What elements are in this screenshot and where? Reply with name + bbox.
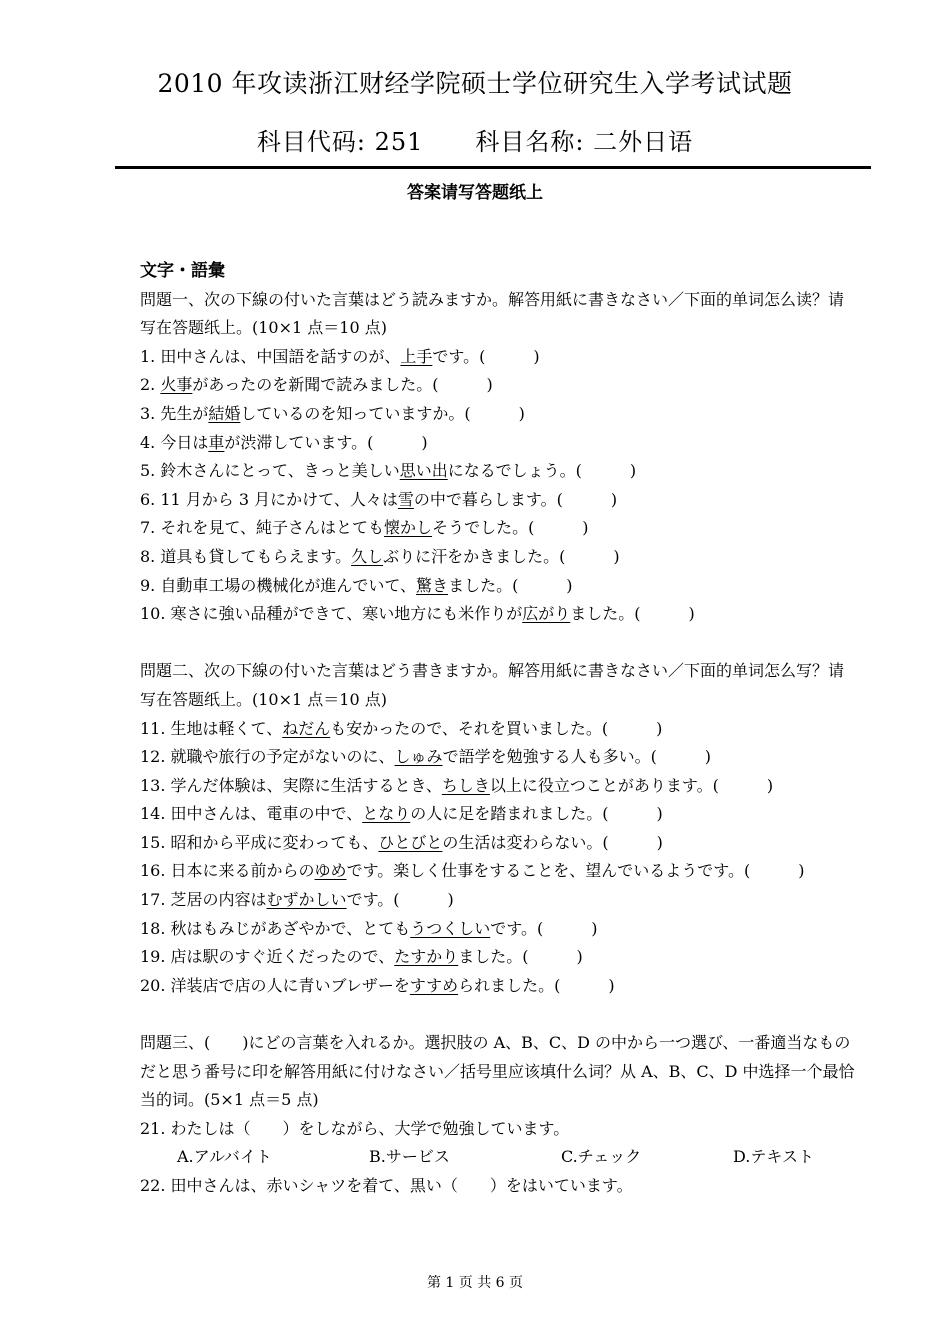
answer-note: 答案请写答题纸上 xyxy=(407,183,543,203)
question-text: 3. 先生が xyxy=(140,403,209,423)
question-text: 20. 洋装店で店の人に青いブレザーを xyxy=(140,975,410,995)
question-item xyxy=(140,400,855,429)
underlined-word: 雪 xyxy=(397,489,414,509)
part3-instruction: 問題三、( )にどの言葉を入れるか。選択肢の A、B、C、D の中から一つ選び、一番適当なものだと思う番号に印を解答用紙に付けなさい／括号里应该填什么词？从 A、B、C、D 中选择一个最恰当的词。(5×1 点＝5 点) xyxy=(140,1033,855,1110)
question-item xyxy=(140,429,855,458)
question-text-end: になるでしょう。( ) xyxy=(447,461,637,481)
question-text-end: です。( ) xyxy=(346,890,454,910)
question-text-end: の生活は変わらない。( ) xyxy=(442,832,663,852)
question-item xyxy=(140,543,855,572)
option-a: A.アルバイト xyxy=(177,1147,272,1167)
underlined-word: 驚き xyxy=(416,575,449,595)
question-text-end: しているのを知っていますか。( ) xyxy=(240,403,525,423)
underlined-word: 久し xyxy=(351,546,384,566)
subject-code: 科目代码: 251 xyxy=(256,128,424,156)
question-text: 16. 日本に来る前からの xyxy=(140,861,315,881)
question-text: 1. 田中さんは、中国語を話すのが、 xyxy=(140,346,401,366)
question-text: 2. xyxy=(140,375,161,395)
question-text-end: ました。( ) xyxy=(448,575,573,595)
question-text-end: ました。( ) xyxy=(458,947,583,967)
option-c: C.チェック xyxy=(561,1147,642,1167)
underlined-word: 上手 xyxy=(400,346,433,366)
question-text-end: も安かったので、それを買いました。( ) xyxy=(330,718,663,738)
underlined-word: うつくしい xyxy=(410,918,491,938)
question-text-end: そうでした。( ) xyxy=(432,518,589,538)
question-21-options xyxy=(140,1143,855,1172)
question-text: 12. 就職や旅行の予定がないのに、 xyxy=(140,747,395,767)
underlined-word: 火事 xyxy=(160,375,193,395)
question-text-end: の中で暮らします。( ) xyxy=(413,489,618,509)
question-text: 8. 道具も貸してもらえます。 xyxy=(140,546,352,566)
underlined-word: 広がり xyxy=(522,604,571,624)
question-item xyxy=(140,800,855,829)
question-item xyxy=(140,772,855,801)
question-text-end: が渋滞しています。( ) xyxy=(224,432,428,452)
question-item xyxy=(140,371,855,400)
question-item xyxy=(140,457,855,486)
question-item xyxy=(140,943,855,972)
underlined-word: ひとびと xyxy=(378,832,443,852)
question-item xyxy=(140,572,855,601)
question-item xyxy=(140,343,855,372)
underlined-word: すすめ xyxy=(409,975,459,995)
underlined-word: 懐かし xyxy=(384,518,433,538)
subject-line xyxy=(0,122,950,157)
underlined-word: ゆめ xyxy=(314,861,347,881)
underlined-word: たすかり xyxy=(394,947,459,967)
question-text-end: があったのを新聞で読みました。( ) xyxy=(192,375,493,395)
question-text: 18. 秋はもみじがあざやかで、とても xyxy=(140,918,411,938)
underlined-word: ちしき xyxy=(441,775,490,795)
question-text: 11. 生地は軽くて、 xyxy=(140,718,283,738)
part1-questions xyxy=(140,343,855,629)
exam-title: 2010 年攻读浙江财经学院硕士学位研究生入学考试试题 xyxy=(157,69,793,98)
option-b: B.サービス xyxy=(369,1147,450,1167)
question-item xyxy=(140,715,855,744)
underlined-word: となり xyxy=(362,804,411,824)
question-22: 22. 田中さんは、赤いシャツを着て、黒い（ ）をはいています。 xyxy=(140,1176,633,1195)
question-text-end: られました。( ) xyxy=(458,975,615,995)
underlined-word: 思い出 xyxy=(399,461,448,481)
part1-instruction: 問題一、次の下線の付いた言葉はどう読みますか。解答用紙に書きなさい／下面的单词怎么读？请写在答题纸上。(10×1 点＝10 点) xyxy=(140,289,845,338)
question-text: 14. 田中さんは、電車の中で、 xyxy=(140,804,363,824)
question-item xyxy=(140,486,855,515)
option-d: D.テキスト xyxy=(733,1147,815,1167)
question-item xyxy=(140,972,855,1001)
question-item xyxy=(140,857,855,886)
underlined-word: ねだん xyxy=(282,718,331,738)
question-text-end: ました。( ) xyxy=(570,604,695,624)
question-item xyxy=(140,886,855,915)
question-text-end: です。楽しく仕事をすることを、望んでいるようです。( ) xyxy=(346,861,805,881)
question-text-end: です。( ) xyxy=(490,918,598,938)
question-text: 10. 寒さに強い品種ができて、寒い地方にも米作りが xyxy=(140,604,523,624)
subject-name: 科目名称: 二外日语 xyxy=(475,128,694,156)
exam-body xyxy=(140,255,855,1201)
question-text-end: で語学を勉強する人も多い。( ) xyxy=(442,747,712,767)
underlined-word: 車 xyxy=(208,432,225,452)
header-divider xyxy=(115,166,871,169)
underlined-word: しゅみ xyxy=(394,747,443,767)
question-text: 13. 学んだ体験は、実際に生活するとき、 xyxy=(140,775,442,795)
question-text: 6. 11 月から 3 月にかけて、人々は xyxy=(140,489,398,509)
question-item xyxy=(140,514,855,543)
question-text-end: の人に足を踏まれました。( ) xyxy=(410,804,663,824)
question-item xyxy=(140,829,855,858)
question-item xyxy=(140,600,855,629)
question-text-end: です。( ) xyxy=(432,346,540,366)
question-text: 19. 店は駅のすぐ近くだったので、 xyxy=(140,947,395,967)
question-text: 9. 自動車工場の機械化が進んでいて、 xyxy=(140,575,417,595)
question-text: 5. 鈴木さんにとって、きっと美しい xyxy=(140,461,400,481)
part2-instruction: 問題二、次の下線の付いた言葉はどう書きますか。解答用紙に書きなさい／下面的单词怎么写？请写在答题纸上。(10×1 点＝10 点) xyxy=(140,661,845,709)
question-text-end: 以上に役立つことがあります。( ) xyxy=(489,775,774,795)
section-title: 文字・語彙 xyxy=(140,261,225,281)
underlined-word: むずかしい xyxy=(266,890,347,910)
question-text: 4. 今日は xyxy=(140,432,209,452)
question-text: 17. 芝居の内容は xyxy=(140,890,267,910)
question-item xyxy=(140,915,855,944)
question-text-end: ぶりに汗をかきました。( ) xyxy=(383,546,620,566)
question-text: 15. 昭和から平成に変わっても、 xyxy=(140,832,379,852)
part2-questions xyxy=(140,715,855,1001)
question-21: 21. わたしは（ ）をしながら、大学で勉強しています。 xyxy=(140,1118,570,1138)
page-number: 第 1 页 共 6 页 xyxy=(426,1275,524,1291)
question-text: 7. それを見て、純子さんはとても xyxy=(140,518,385,538)
question-item xyxy=(140,743,855,772)
underlined-word: 結婚 xyxy=(208,403,241,423)
